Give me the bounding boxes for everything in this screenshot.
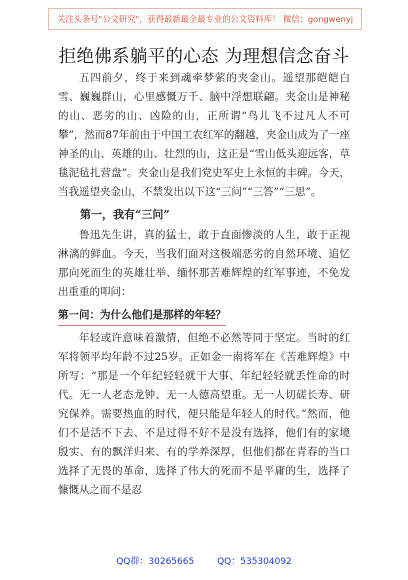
footer	[0, 554, 408, 567]
paragraph: 五四前夕，终于来到魂牵梦萦的夹金山。遥望那皑皑白雪、巍巍群山，心里感慨万千、脑中浮想联翩。夹金山是神秘的山、恶劣的山、凶险的山，正所谓“鸟儿飞不过凡人不可攀”，然而87年前由于中国工农红军的翻越，夹金山成为了一座神圣的山、英雄的山、壮烈的山，这正是“雪山低头迎远客，草毯泥毡扎营盘”。夹金山是我们党史军史上永恒的丰碑。今天，当我遥望夹金山，不禁发出以下这“三问”“三答”“三思”。	[58, 72, 350, 198]
footer-qq: QQ：535304092	[217, 557, 292, 567]
header-banner: 关注头条号"公文研究"，获得最新最全最专业的公文资料库！ 微信：gongwenyj	[48, 8, 362, 30]
paragraph: 年轻或许意味着激情，但绝不必然等同于坚定。当时的红军将领平均年龄不过25岁。正如金一南将军在《苦难辉煌》中所写：“那是一个年纪轻轻就干大事、年纪轻轻就丢性命的时代。无一人老态龙钟、无一人德高望重。无一人切磋长寿、研究保养。需要热血的时代，便只能是年轻人的时代。”然而，他们不是活不下去、不是过得不好不是没有选择，他们有的家境殷实、有的飘洋归来、有的学养深厚，但他们都在青春的当口选择了无畏的革命，选择了伟大的死而不是平庸的生，选择了慷慨从之而不是忍	[58, 332, 350, 496]
section-heading: 第一，我有“三问”	[80, 208, 170, 221]
document-title: 拒绝佛系躺平的心态 为理想信念奋斗	[58, 47, 350, 67]
subsection-heading: 第一问：为什么他们是那样的年轻？	[58, 306, 226, 326]
footer-qq-group: QQ群：30265665	[116, 557, 195, 567]
document-body	[58, 69, 350, 500]
paragraph: 鲁迅先生讲，真的猛士，敢于直面惨淡的人生，敢于正视淋漓的鲜血。今天，当我们面对这极端恶劣的自然环境、追忆那向死而生的英雄壮举、缅怀那苦难辉煌的红军事迹，不免发出重重的叩问：	[58, 229, 350, 298]
